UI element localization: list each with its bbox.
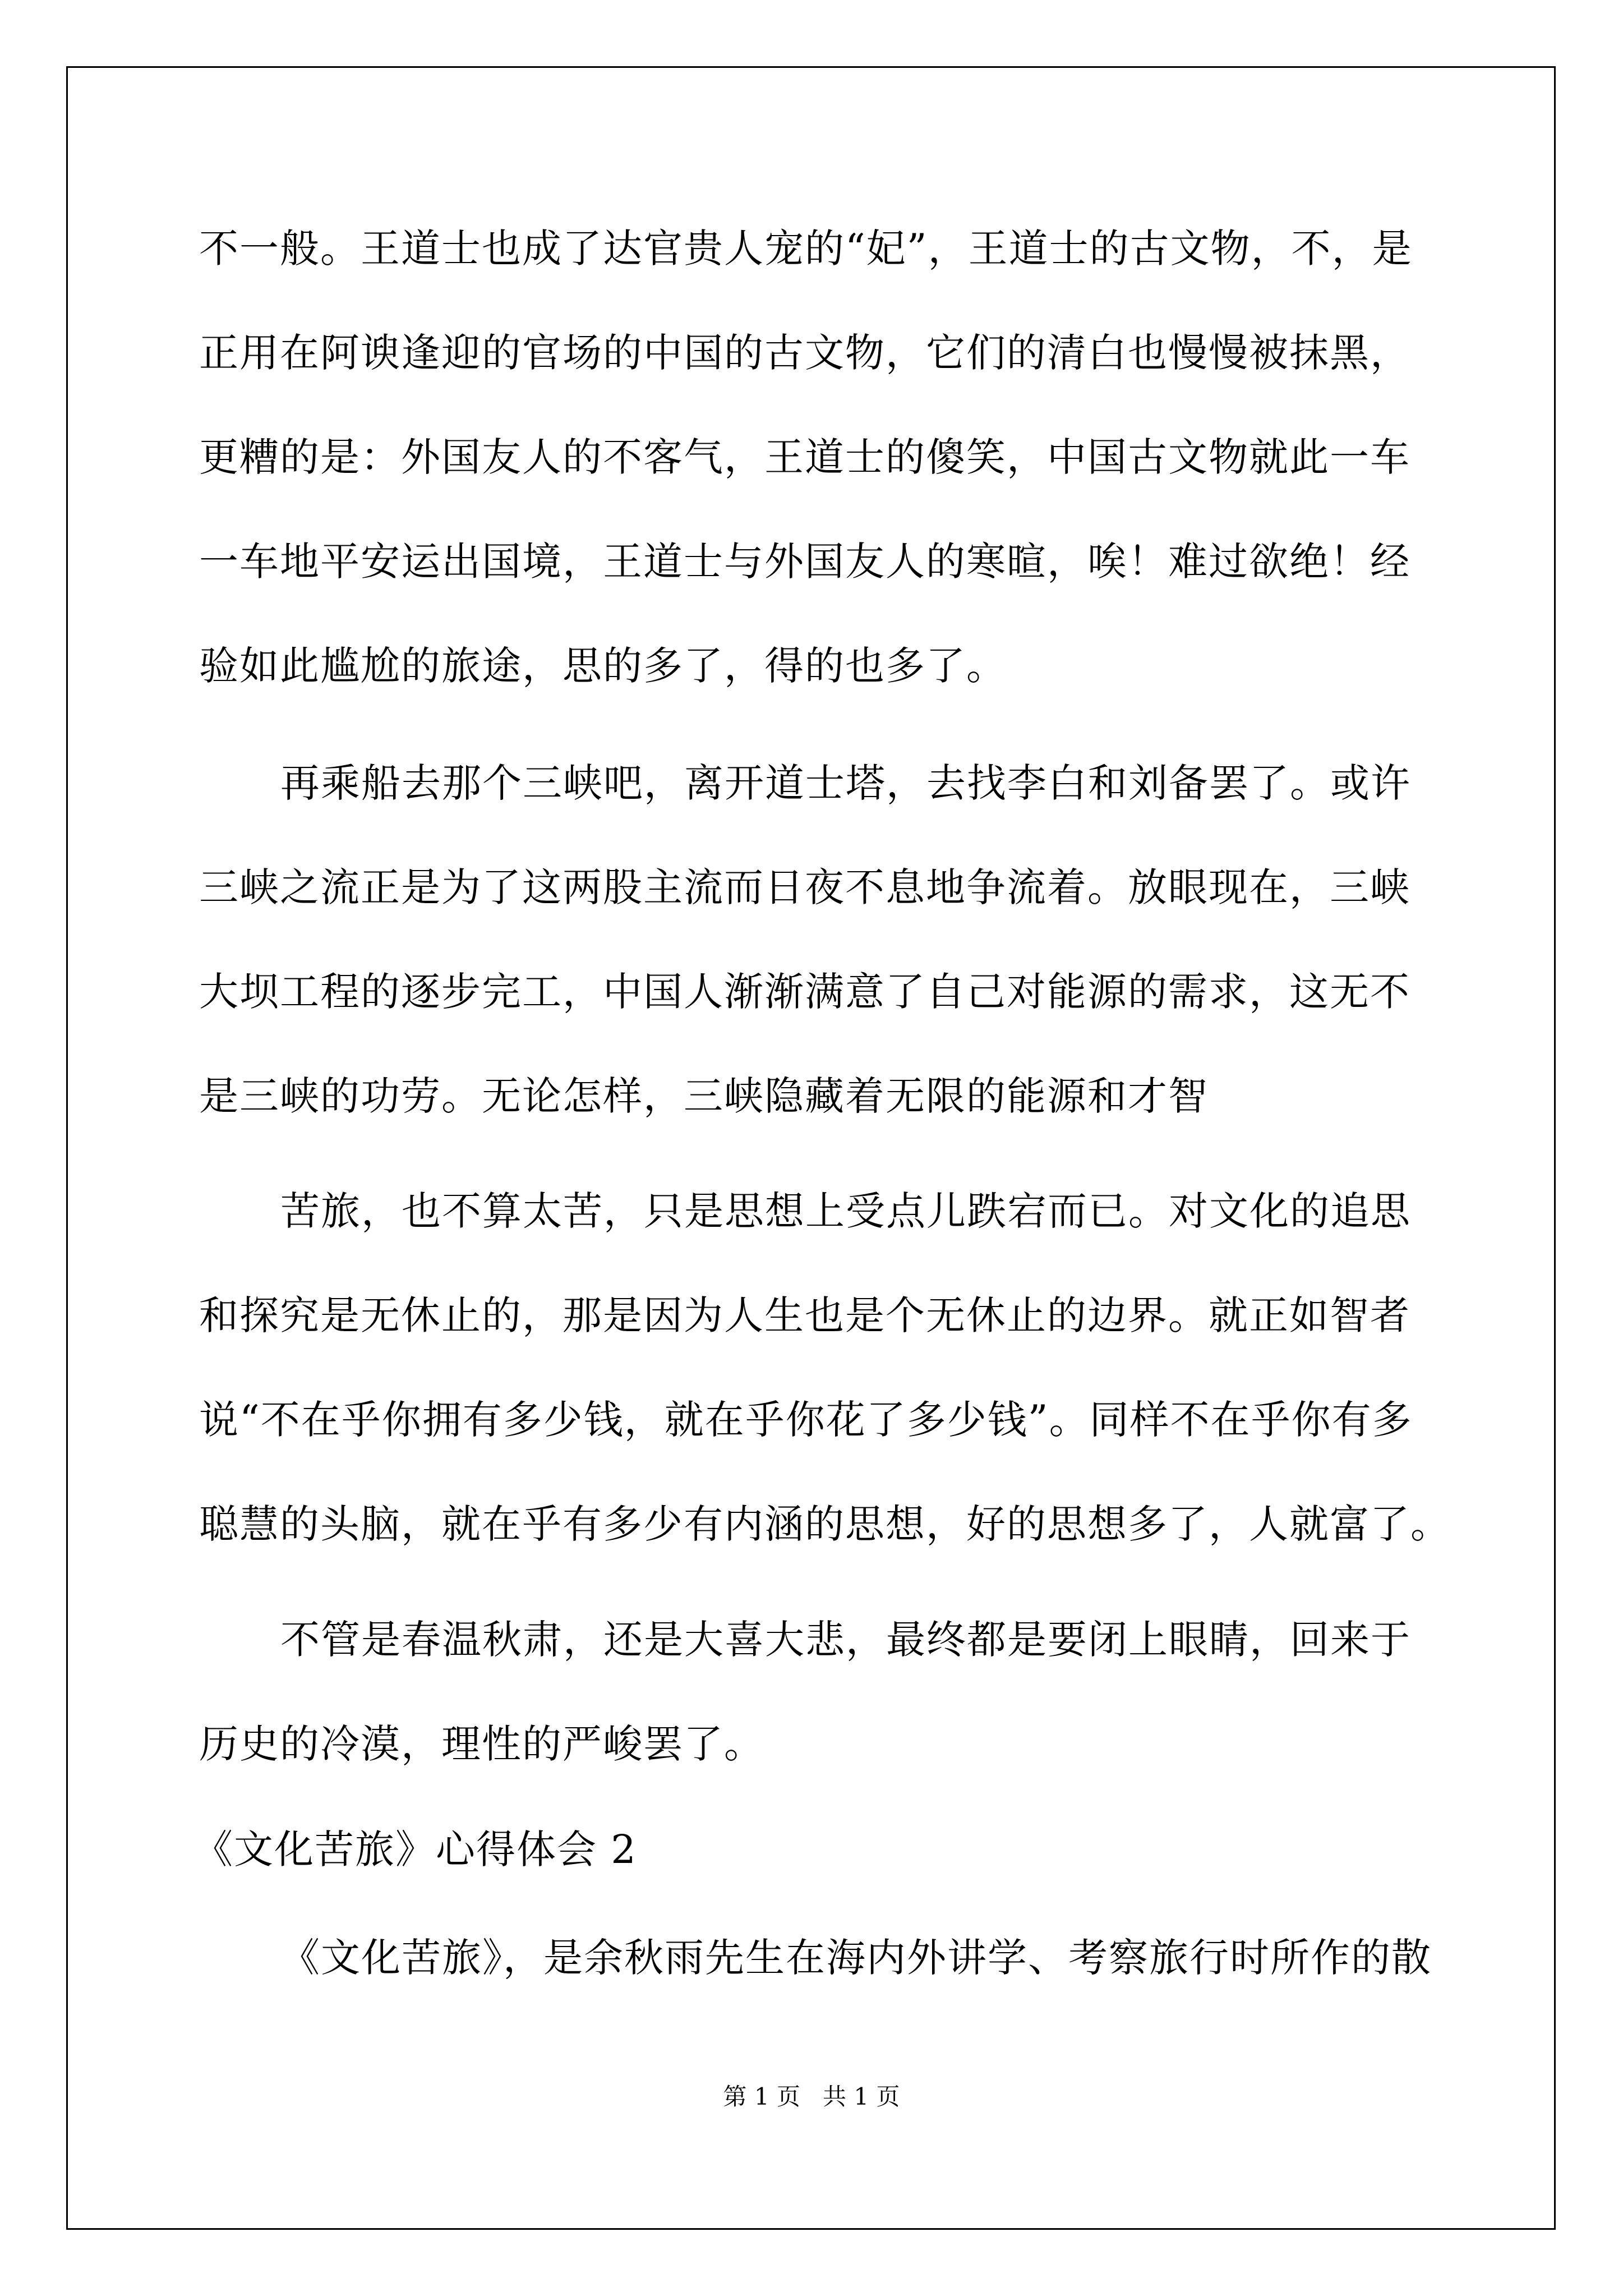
page-border [66,66,1556,2230]
text-line: 历史的冷漠，理性的严峻罢了。 [199,1721,764,1767]
text-line: 聪慧的头脑，就在乎有多少有内涵的思想，好的思想多了，人就富了。 [199,1501,1451,1547]
text-line: 更糟的是：外国友人的不客气，王道士的傻笑，中国古文物就此一车 [199,434,1410,480]
text-line: 一车地平安运出国境，王道士与外国友人的寒暄，唉！难过欲绝！经 [199,539,1410,585]
paragraph-first-line: 再乘船去那个三峡吧，离开道士塔，去找李白和刘备罢了。或许 [280,760,1411,806]
text-line: 和探究是无休止的，那是因为人生也是个无休止的边界。就正如智者 [199,1292,1410,1338]
paragraph-first-line: 苦旅，也不算太苦，只是思想上受点儿跌宕而已。对文化的追思 [280,1188,1411,1234]
text-line: 大坝工程的逐步完工，中国人渐渐满意了自己对能源的需求，这无不 [199,969,1410,1015]
paragraph-first-line: 不管是春温秋肃，还是大喜大悲，最终都是要闭上眼睛，回来于 [280,1617,1411,1663]
text-line: 不一般。王道士也成了达官贵人宠的“妃”，王道士的古文物，不，是 [199,226,1413,272]
text-line: 验如此尴尬的旅途，思的多了，得的也多了。 [199,643,1007,689]
page-footer: 第 1 页 共 1 页 [723,2083,900,2110]
section-heading: 《文化苦旅》心得体会 2 [193,1826,637,1872]
paragraph-first-line: 《文化苦旅》，是余秋雨先生在海内外讲学、考察旅行时所作的散 [280,1935,1432,1981]
text-line: 正用在阿谀逢迎的官场的中国的古文物，它们的清白也慢慢被抹黑， [199,330,1410,376]
text-line: 是三峡的功劳。无论怎样，三峡隐藏着无限的能源和才智 [199,1073,1209,1119]
text-line: 说“不在乎你拥有多少钱，就在乎你花了多少钱”。同样不在乎你有多 [199,1397,1413,1443]
text-line: 三峡之流正是为了这两股主流而日夜不息地争流着。放眼现在，三峡 [199,864,1410,910]
